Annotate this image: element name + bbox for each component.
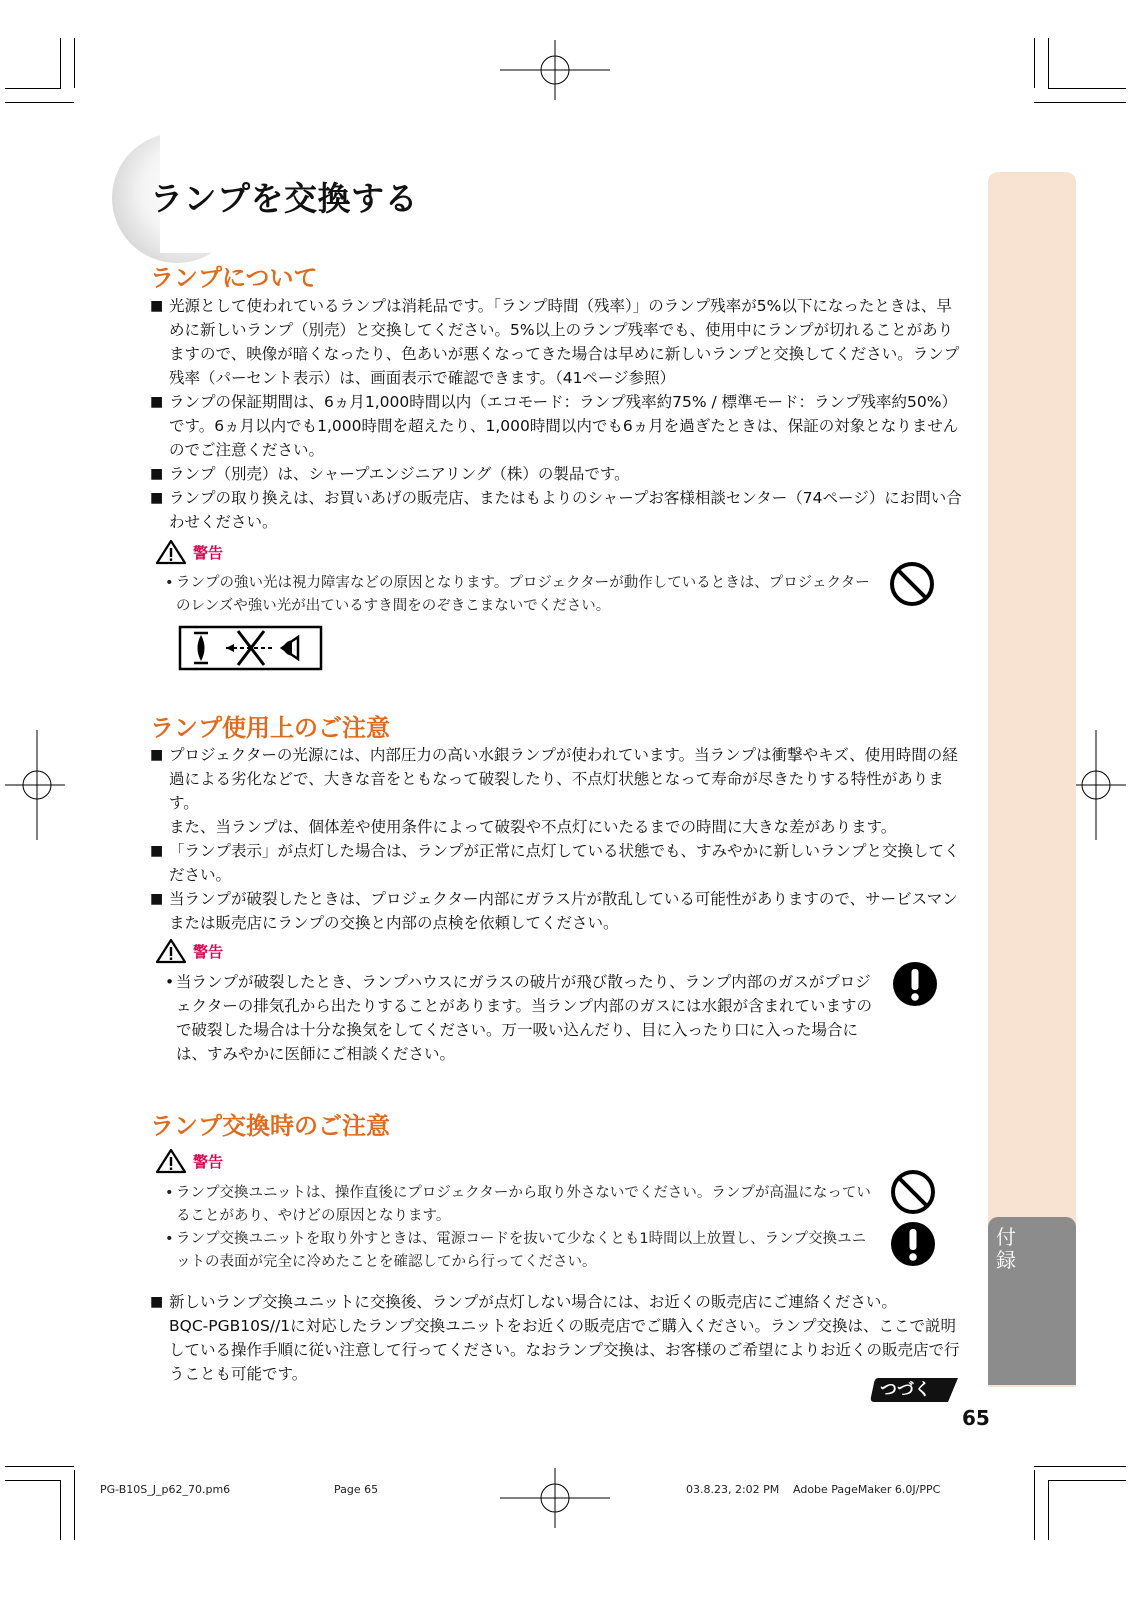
warning-triangle-icon	[155, 539, 187, 565]
list-item: ■ 当ランプが破裂したときは、プロジェクター内部にガラス片が散乱している可能性がありますので、サービスマンまたは販売店にランプの交換と内部の点検を依頼してください。	[150, 890, 958, 932]
warning-heading-2: 警告	[155, 938, 223, 964]
list-item: ■ 光源として使われているランプは消耗品です。「ランプ時間（残率）」のランプ残率が5%以下になったときは、早めに新しいランプ（別売）と交換してください。5%以上のランプ残率でも、使用中にランプが切れることがありますので、映像が暗くなったり、色あいが悪くなってきた場合は早めに新しいランプと交換してください。ランプ残率（パーセント表示）は、画面表示で確認できます。（41ページ参照）	[150, 297, 960, 387]
section-heading-about-lamp: ランプについて	[150, 264, 318, 292]
continue-label: つづく	[880, 1380, 931, 1400]
warning-item: • ランプ交換ユニットを取り外すときは、電源コードを抜いて少なくとも1時間以上放置し、ランプ交換ユニットの表面が完全に冷めたことを確認してから行ってください。	[165, 1231, 867, 1270]
warning-text-3	[165, 1182, 875, 1274]
registration-mark-top	[500, 40, 610, 100]
continue-badge[interactable]	[870, 1375, 962, 1405]
do-not-look-into-lens-icon	[178, 625, 323, 671]
section-heading-usage-caution: ランプ使用上のご注意	[150, 714, 390, 742]
registration-mark-left	[5, 730, 65, 840]
footer-page: Page 65	[334, 1483, 379, 1496]
section-heading-replacement-caution: ランプ交換時のご注意	[150, 1112, 390, 1140]
section-3-items	[150, 1290, 965, 1386]
mandatory-action-icon	[891, 960, 939, 1008]
warning-text-1	[165, 572, 875, 618]
prohibition-icon	[889, 1168, 937, 1216]
footer-date: 03.8.23, 2:02 PM	[686, 1483, 780, 1496]
warning-heading-3: 警告	[155, 1148, 223, 1174]
page-title: ランプを交換する	[150, 179, 418, 218]
list-item: ■ ランプの取り換えは、お買いあげの販売店、またはもよりのシャープお客様相談センター（74ページ）にお問い合わせください。	[150, 489, 962, 531]
warning-triangle-icon	[155, 938, 187, 964]
registration-mark-bottom	[500, 1468, 610, 1528]
list-item-continuation: また、当ランプは、個体差や使用条件によって破裂や不点灯にいたるまでの時間に大きな差があります。	[169, 818, 897, 836]
list-item-continuation: BQC-PGB10S//1に対応したランプ交換ユニットをお近くの販売店でご購入ください。ランプ交換は、ここで説明している操作手順に従い注意して行ってください。なおランプ交換は、お客様のご希望によりお近くの販売店で行うことも可能です。	[169, 1317, 960, 1383]
warning-item: • ランプの強い光は視力障害などの原因となります。プロジェクターが動作しているときは、プロジェクターのレンズや強い光が出ているすき間をのぞきこまないでください。	[165, 575, 870, 614]
prohibition-icon	[888, 560, 936, 608]
mandatory-action-icon	[889, 1220, 937, 1268]
side-tab-background	[988, 172, 1076, 1387]
warning-triangle-icon	[155, 1148, 187, 1174]
footer-file: PG-B10S_J_p62_70.pm6	[100, 1483, 231, 1496]
footer-app: Adobe PageMaker 6.0J/PPC	[793, 1483, 941, 1496]
warning-heading-1: 警告	[155, 539, 223, 565]
section-2-items	[150, 743, 965, 935]
side-tab-label: 付録	[996, 1225, 1016, 1272]
page-number: 65	[962, 1406, 990, 1430]
section-1-items	[150, 294, 965, 534]
warning-text-2	[165, 970, 875, 1066]
list-item: ■ プロジェクターの光源には、内部圧力の高い水銀ランプが使われています。当ランプは衝撃やキズ、使用時間の経過による劣化などで、大きな音をともなって破裂したり、不点灯状態となって寿命が尽きたりする特性があります。	[150, 746, 958, 812]
warning-item: • 当ランプが破裂したとき、ランプハウスにガラスの破片が飛び散ったり、ランプ内部のガスがプロジェクターの排気孔から出たりすることがあります。当ランプ内部のガスには水銀が含まれていますので破裂した場合は十分な換気をしてください。万一吸い込んだり、目に入ったり口に入った場合には、すみやかに医師にご相談ください。	[165, 973, 872, 1063]
list-item: ■ ランプの保証期間は、6ヵ月1,000時間以内（エコモード：ランプ残率約75% / 標準モード：ランプ残率約50%）です。6ヵ月以内でも1,000時間を超えたり、1,000時間以内でも6ヵ月を過ぎたときは、保証の対象となりませんのでご注意ください。	[150, 393, 959, 459]
list-item: ■ 新しいランプ交換ユニットに交換後、ランプが点灯しない場合には、お近くの販売店にご連絡ください。	[150, 1293, 897, 1311]
list-item: ■ 「ランプ表示」が点灯した場合は、ランプが正常に点灯している状態でも、すみやかに新しいランプと交換してください。	[150, 842, 960, 884]
warning-item: • ランプ交換ユニットは、操作直後にプロジェクターから取り外さないでください。ランプが高温になっていることがあり、やけどの原因となります。	[165, 1185, 871, 1224]
list-item: ■ ランプ（別売）は、シャープエンジニアリング（株）の製品です。	[150, 465, 630, 483]
